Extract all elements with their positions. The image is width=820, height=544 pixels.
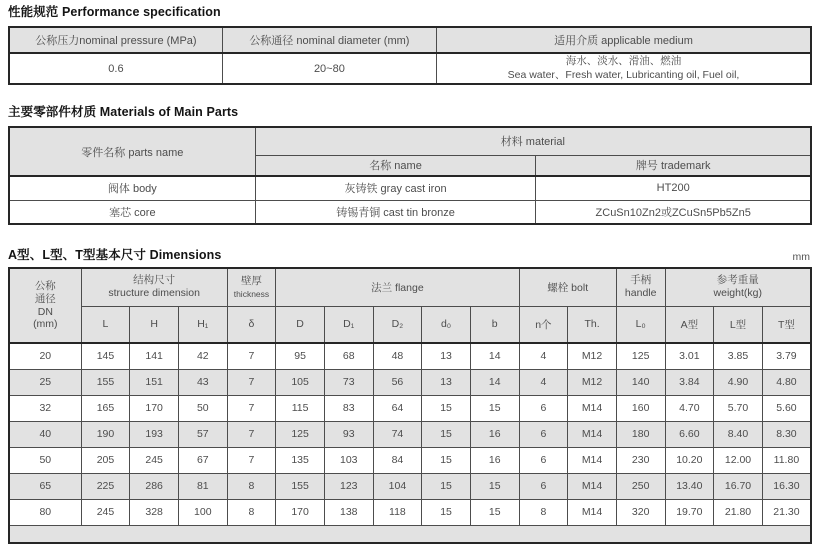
pressure-value: 0.6 xyxy=(9,53,222,84)
table-cell: 7 xyxy=(227,447,276,473)
table-cell: 4 xyxy=(519,343,568,369)
table-cell: 160 xyxy=(616,395,665,421)
table-cell: 123 xyxy=(324,473,373,499)
header-row xyxy=(9,27,811,53)
table-cell: 13.40 xyxy=(665,473,714,499)
dimensions-table xyxy=(8,267,812,544)
table-row xyxy=(9,447,811,473)
table-cell: M12 xyxy=(568,343,617,369)
material-name: 铸锡青铜 cast tin bronze xyxy=(255,200,536,224)
table-row xyxy=(9,421,811,447)
column-header-name: 名称 name xyxy=(255,155,536,176)
table-cell: M14 xyxy=(568,473,617,499)
table-cell: 13 xyxy=(422,343,471,369)
column-header-pressure: 公称压力nominal pressure (MPa) xyxy=(9,27,222,53)
column-header-medium: 适用介质 applicable medium xyxy=(436,27,811,53)
table-cell: 21.80 xyxy=(714,499,763,525)
table-cell: 15 xyxy=(470,473,519,499)
table-row xyxy=(9,176,811,200)
table-cell: 8.40 xyxy=(714,421,763,447)
weight-en: weight(kg) xyxy=(713,287,762,300)
table-cell: 64 xyxy=(373,395,422,421)
medium-value-en: Sea water、Fresh water, Lubricanting oil, Fuel oil, xyxy=(507,68,740,81)
column-header-trademark: 牌号 trademark xyxy=(536,155,811,176)
table-cell: 141 xyxy=(130,343,179,369)
column-header-material: 材料 material xyxy=(255,127,811,155)
table-cell: 3.84 xyxy=(665,369,714,395)
table-cell: 4.90 xyxy=(714,369,763,395)
performance-spec-title: 性能规范 Performance specification xyxy=(8,5,221,19)
table-cell: 3.01 xyxy=(665,343,714,369)
part-name: 塞芯 core xyxy=(9,200,255,224)
table-cell: 7 xyxy=(227,395,276,421)
table-cell: 170 xyxy=(130,395,179,421)
dn-line: 通径 xyxy=(34,292,56,305)
table-cell: M14 xyxy=(568,499,617,525)
table-cell: 7 xyxy=(227,421,276,447)
column-header: D₂ xyxy=(373,306,422,343)
table-cell: 103 xyxy=(324,447,373,473)
table-cell: 16 xyxy=(470,421,519,447)
table-cell: 10.20 xyxy=(665,447,714,473)
table-cell: 25 xyxy=(9,369,81,395)
table-cell: 50 xyxy=(178,395,227,421)
weight-cn: 参考重量 xyxy=(716,274,759,287)
table-cell: 16.70 xyxy=(714,473,763,499)
table-cell: 250 xyxy=(616,473,665,499)
dn-line: (mm) xyxy=(33,318,58,331)
table-cell: 68 xyxy=(324,343,373,369)
column-header: H xyxy=(130,306,179,343)
handle-en: handle xyxy=(624,287,657,300)
table-cell: 93 xyxy=(324,421,373,447)
column-header: Th. xyxy=(568,306,617,343)
materials-table xyxy=(8,126,812,225)
column-header: L型 xyxy=(714,306,763,343)
column-header: b xyxy=(470,306,519,343)
table-cell: 32 xyxy=(9,395,81,421)
table-cell: 138 xyxy=(324,499,373,525)
table-cell: 5.70 xyxy=(714,395,763,421)
column-header-weight xyxy=(665,268,811,306)
table-cell: 145 xyxy=(81,343,130,369)
table-cell: 65 xyxy=(9,473,81,499)
table-cell: 165 xyxy=(81,395,130,421)
material-name: 灰铸铁 gray cast iron xyxy=(255,176,536,200)
table-cell: 6 xyxy=(519,395,568,421)
table-cell: 3.85 xyxy=(714,343,763,369)
table-cell: 6 xyxy=(519,447,568,473)
column-header: A型 xyxy=(665,306,714,343)
table-cell: 4.80 xyxy=(762,369,811,395)
column-header: L₀ xyxy=(616,306,665,343)
table-cell: 105 xyxy=(276,369,325,395)
table-cell: 170 xyxy=(276,499,325,525)
thickness-cn: 壁厚 xyxy=(240,275,262,288)
table-cell: 151 xyxy=(130,369,179,395)
dimensions-table-body xyxy=(9,343,811,543)
table-row xyxy=(9,343,811,369)
table-cell: 245 xyxy=(130,447,179,473)
table-cell: M14 xyxy=(568,421,617,447)
table-cell: M12 xyxy=(568,369,617,395)
structure-en: structure dimension xyxy=(108,287,200,300)
table-cell: 15 xyxy=(422,473,471,499)
diameter-value: 20~80 xyxy=(222,53,436,84)
table-cell: 50 xyxy=(9,447,81,473)
table-cell: 3.79 xyxy=(762,343,811,369)
table-row xyxy=(9,200,811,224)
table-cell: 100 xyxy=(178,499,227,525)
column-header: L xyxy=(81,306,130,343)
table-cell: 245 xyxy=(81,499,130,525)
column-header: T型 xyxy=(762,306,811,343)
table-cell: 67 xyxy=(178,447,227,473)
table-cell: 118 xyxy=(373,499,422,525)
medium-value xyxy=(436,53,811,84)
dn-line: 公称 xyxy=(34,280,56,293)
table-row-partial xyxy=(9,525,811,543)
table-cell: 104 xyxy=(373,473,422,499)
column-header-handle xyxy=(616,268,665,306)
column-header-flange: 法兰 flange xyxy=(276,268,519,306)
header-row xyxy=(9,127,811,155)
unit-label: mm xyxy=(792,251,810,263)
table-row xyxy=(9,499,811,525)
table-cell: 6 xyxy=(519,473,568,499)
table-cell: 20 xyxy=(9,343,81,369)
group-header-row xyxy=(9,268,811,306)
table-cell: 56 xyxy=(373,369,422,395)
table-cell: 320 xyxy=(616,499,665,525)
table-cell: 155 xyxy=(81,369,130,395)
table-cell: 15 xyxy=(422,421,471,447)
table-cell: 193 xyxy=(130,421,179,447)
table-cell: 6.60 xyxy=(665,421,714,447)
table-cell: 95 xyxy=(276,343,325,369)
column-header: d₀ xyxy=(422,306,471,343)
table-cell: 125 xyxy=(276,421,325,447)
table-cell: M14 xyxy=(568,447,617,473)
table-cell: 8.30 xyxy=(762,421,811,447)
table-cell: M14 xyxy=(568,395,617,421)
materials-title: 主要零部件材质 Materials of Main Parts xyxy=(8,105,239,119)
material-trademark: ZCuSn10Zn2或ZCuSn5Pb5Zn5 xyxy=(536,200,811,224)
table-cell: 5.60 xyxy=(762,395,811,421)
table-cell: 14 xyxy=(470,343,519,369)
table-cell: 190 xyxy=(81,421,130,447)
table-cell: 43 xyxy=(178,369,227,395)
table-cell: 286 xyxy=(130,473,179,499)
table-cell: 4 xyxy=(519,369,568,395)
table-row xyxy=(9,395,811,421)
column-header: n个 xyxy=(519,306,568,343)
table-cell: 8 xyxy=(227,499,276,525)
table-row xyxy=(9,369,811,395)
table-cell: 11.80 xyxy=(762,447,811,473)
dimensions-title-row xyxy=(8,245,812,263)
table-cell: 42 xyxy=(178,343,227,369)
table-cell: 48 xyxy=(373,343,422,369)
column-header-dn xyxy=(9,268,81,343)
table-cell: 15 xyxy=(422,395,471,421)
table-cell: 57 xyxy=(178,421,227,447)
column-header-structure xyxy=(81,268,227,306)
table-cell: 15 xyxy=(470,499,519,525)
column-header: D xyxy=(276,306,325,343)
table-cell: 40 xyxy=(9,421,81,447)
table-cell: 125 xyxy=(616,343,665,369)
table-cell: 8 xyxy=(519,499,568,525)
column-header: H₁ xyxy=(178,306,227,343)
table-cell: 16 xyxy=(470,447,519,473)
table-cell: 83 xyxy=(324,395,373,421)
dimensions-subheader-row xyxy=(9,306,811,343)
table-cell: 73 xyxy=(324,369,373,395)
table-cell: 74 xyxy=(373,421,422,447)
table-cell: 15 xyxy=(422,447,471,473)
medium-value-cn: 海水、淡水、滑油、燃油 xyxy=(565,55,682,68)
table-cell: 180 xyxy=(616,421,665,447)
column-header: δ xyxy=(227,306,276,343)
table-cell: 205 xyxy=(81,447,130,473)
column-header-bolt: 螺栓 bolt xyxy=(519,268,616,306)
table-cell: 115 xyxy=(276,395,325,421)
table-cell: 4.70 xyxy=(665,395,714,421)
table-cell: 12.00 xyxy=(714,447,763,473)
table-cell: 81 xyxy=(178,473,227,499)
table-cell: 13 xyxy=(422,369,471,395)
table-cell: 16.30 xyxy=(762,473,811,499)
table-row xyxy=(9,53,811,84)
table-cell: 7 xyxy=(227,343,276,369)
table-cell: 225 xyxy=(81,473,130,499)
structure-cn: 结构尺寸 xyxy=(133,274,176,287)
performance-spec-table xyxy=(8,26,812,85)
table-cell: 328 xyxy=(130,499,179,525)
handle-cn: 手柄 xyxy=(630,274,652,287)
column-header: D₁ xyxy=(324,306,373,343)
table-cell: 15 xyxy=(470,395,519,421)
table-cell: 140 xyxy=(616,369,665,395)
table-cell: 15 xyxy=(422,499,471,525)
column-header-diameter: 公称通径 nominal diameter (mm) xyxy=(222,27,436,53)
table-cell: 8 xyxy=(227,473,276,499)
table-cell: 19.70 xyxy=(665,499,714,525)
table-cell: 7 xyxy=(227,369,276,395)
dimensions-title: A型、L型、T型基本尺寸 Dimensions xyxy=(8,248,222,262)
table-cell: 135 xyxy=(276,447,325,473)
table-cell: 14 xyxy=(470,369,519,395)
table-cell-empty xyxy=(9,525,811,543)
table-row xyxy=(9,473,811,499)
table-cell: 230 xyxy=(616,447,665,473)
table-cell: 155 xyxy=(276,473,325,499)
table-cell: 6 xyxy=(519,421,568,447)
part-name: 阀体 body xyxy=(9,176,255,200)
thickness-en: thickness xyxy=(233,288,270,299)
dn-line: DN xyxy=(37,305,53,318)
column-header-parts-name: 零件名称 parts name xyxy=(9,127,255,176)
table-cell: 21.30 xyxy=(762,499,811,525)
column-header-thickness xyxy=(227,268,276,306)
material-trademark: HT200 xyxy=(536,176,811,200)
table-cell: 80 xyxy=(9,499,81,525)
table-cell: 84 xyxy=(373,447,422,473)
